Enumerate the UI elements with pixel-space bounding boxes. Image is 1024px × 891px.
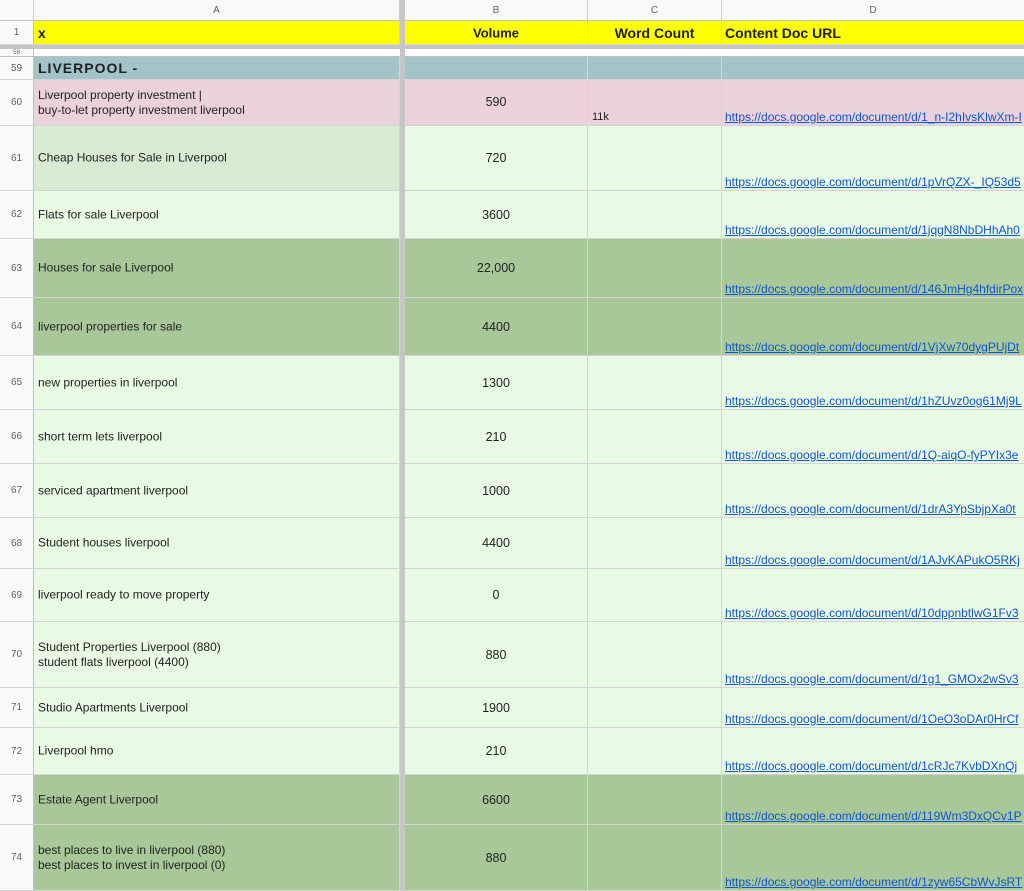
keyword-cell[interactable] [34, 191, 400, 238]
volume-value: 6600 [482, 792, 510, 807]
content-doc-link[interactable]: https://docs.google.com/document/d/1Q-aiqO-fyPYIx3e [725, 448, 1019, 462]
content-doc-link[interactable]: https://docs.google.com/document/d/146JmHg4hfdirPox [725, 282, 1024, 296]
keyword-text: new properties in liverpool [38, 375, 178, 389]
content-doc-url-cell[interactable] [722, 464, 1024, 517]
row-number[interactable]: 64 [0, 298, 34, 355]
content-doc-url-cell[interactable] [722, 569, 1024, 621]
row-number[interactable]: 58 [0, 49, 34, 56]
content-doc-link[interactable]: https://docs.google.com/document/d/119Wm3DxQCv1P [725, 809, 1022, 823]
content-doc-url-cell[interactable] [722, 825, 1024, 890]
word-count-cell[interactable] [588, 298, 722, 355]
keyword-text: short term lets liverpool [38, 429, 163, 443]
content-doc-url-cell[interactable] [722, 775, 1024, 824]
header-volume: Volume [473, 25, 519, 40]
word-count-cell[interactable] [588, 728, 722, 774]
volume-cell[interactable] [405, 410, 588, 463]
word-count-cell[interactable] [588, 775, 722, 824]
word-count-cell[interactable] [588, 688, 722, 727]
keyword-text: Cheap Houses for Sale in Liverpool [38, 150, 227, 165]
column-header-b[interactable]: B [405, 0, 588, 21]
keyword-cell[interactable] [34, 688, 400, 727]
volume-cell[interactable] [405, 126, 588, 190]
content-doc-link[interactable]: https://docs.google.com/document/d/1VjXw70dygPUjDt [725, 340, 1020, 354]
keyword-text: Student Properties Liverpool (880) student flats liverpool (4400) [38, 639, 221, 669]
volume-cell[interactable] [405, 191, 588, 238]
word-count-cell[interactable] [588, 622, 722, 687]
table-row [0, 622, 1024, 688]
header-x: x [38, 24, 46, 41]
volume-cell[interactable] [405, 518, 588, 568]
word-count-cell[interactable] [588, 825, 722, 890]
volume-cell[interactable] [405, 622, 588, 687]
content-doc-url-cell[interactable] [722, 80, 1024, 125]
volume-cell[interactable] [405, 569, 588, 621]
row-number[interactable]: 63 [0, 239, 34, 297]
content-doc-url-cell[interactable] [722, 239, 1024, 297]
row-number[interactable]: 73 [0, 775, 34, 824]
keyword-cell[interactable] [34, 464, 400, 517]
table-row [0, 80, 1024, 126]
row-number[interactable]: 61 [0, 126, 34, 190]
row-number[interactable]: 65 [0, 356, 34, 409]
collapsed-row [0, 49, 1024, 57]
volume-value: 4400 [482, 319, 510, 334]
table-row [0, 239, 1024, 298]
content-doc-link[interactable]: https://docs.google.com/document/d/1OeO3oDAr0HrCf [725, 712, 1019, 726]
volume-cell[interactable] [405, 728, 588, 774]
row-number[interactable]: 66 [0, 410, 34, 463]
table-row [0, 356, 1024, 410]
content-doc-url-cell[interactable] [722, 126, 1024, 190]
volume-value: 880 [485, 850, 507, 865]
volume-value: 590 [485, 95, 507, 109]
select-all-corner[interactable] [0, 0, 34, 21]
row-number[interactable]: 59 [0, 57, 34, 79]
volume-value: 880 [485, 647, 507, 662]
volume-value: 210 [485, 744, 507, 758]
keyword-text: Estate Agent Liverpool [38, 792, 159, 806]
cell-a59[interactable] [34, 57, 400, 79]
table-row [0, 191, 1024, 239]
content-doc-link[interactable]: https://docs.google.com/document/d/1jqgN8NbDHhAh0 [725, 223, 1020, 237]
content-doc-url-cell[interactable] [722, 688, 1024, 727]
keyword-cell[interactable] [34, 239, 400, 297]
keyword-cell[interactable] [34, 298, 400, 355]
volume-value: 4400 [482, 536, 510, 550]
table-row [0, 464, 1024, 518]
keyword-cell[interactable] [34, 410, 400, 463]
cell-c1[interactable] [588, 21, 722, 44]
volume-cell[interactable] [405, 464, 588, 517]
content-doc-link[interactable]: https://docs.google.com/document/d/1hZUvz0og61Mj9L [725, 394, 1022, 408]
frozen-column-divider[interactable] [400, 0, 405, 891]
column-header-c[interactable]: C [588, 0, 722, 21]
content-doc-url-cell[interactable] [722, 622, 1024, 687]
volume-cell[interactable] [405, 825, 588, 890]
word-count-cell[interactable] [588, 191, 722, 238]
keyword-text: Flats for sale Liverpool [38, 207, 159, 221]
keyword-text: serviced apartment liverpool [38, 483, 189, 497]
keyword-cell[interactable] [34, 518, 400, 568]
table-row [0, 518, 1024, 569]
keyword-text: liverpool ready to move property [38, 587, 210, 602]
word-count-cell[interactable] [588, 356, 722, 409]
keyword-cell[interactable] [34, 825, 400, 890]
content-doc-link[interactable]: https://docs.google.com/document/d/1drA3YpSbjpXa0t [725, 502, 1016, 516]
content-doc-link[interactable]: https://docs.google.com/document/d/10dppnbtlwG1Fv3 [725, 606, 1019, 620]
word-count-cell[interactable] [588, 464, 722, 517]
content-doc-url-cell[interactable] [722, 356, 1024, 409]
keyword-text: Liverpool hmo [38, 743, 114, 758]
word-count-value: 11k [592, 111, 609, 123]
content-doc-url-cell[interactable] [722, 518, 1024, 568]
row-number[interactable]: 67 [0, 464, 34, 517]
keyword-text: Houses for sale Liverpool [38, 260, 174, 275]
word-count-cell[interactable] [588, 569, 722, 621]
table-row [0, 298, 1024, 356]
keyword-text: best places to live in liverpool (880) best places to invest in liverpool (0) [38, 842, 226, 872]
row-number[interactable]: 60 [0, 80, 34, 125]
cell-b59[interactable] [405, 57, 588, 79]
volume-cell[interactable] [405, 80, 588, 125]
keyword-cell[interactable] [34, 126, 400, 190]
section-row [0, 57, 1024, 80]
column-header-bar [0, 0, 1024, 21]
content-doc-url-cell[interactable] [722, 410, 1024, 463]
word-count-cell[interactable] [588, 518, 722, 568]
column-header-d[interactable]: D [869, 5, 877, 16]
word-count-cell[interactable] [588, 239, 722, 297]
header-content-doc-url: Content Doc URL [725, 24, 841, 41]
volume-value: 3600 [482, 207, 510, 222]
content-doc-link[interactable]: https://docs.google.com/document/d/1cRJc7KvbDXnQj [725, 759, 1018, 773]
table-row [0, 775, 1024, 825]
cell-c59[interactable] [588, 57, 722, 79]
word-count-cell[interactable] [588, 410, 722, 463]
content-doc-url-cell[interactable] [722, 191, 1024, 238]
volume-value: 22,000 [476, 261, 516, 275]
keyword-text: Student houses liverpool [38, 535, 170, 550]
row-number[interactable]: 1 [0, 21, 34, 44]
keyword-cell[interactable] [34, 569, 400, 621]
volume-cell[interactable] [405, 298, 588, 355]
section-label: LIVERPOOL - [38, 60, 139, 76]
content-doc-link[interactable]: https://docs.google.com/document/d/1g1_GMOx2wSv3 [725, 672, 1019, 686]
keyword-text: Studio Apartments Liverpool [38, 700, 189, 714]
content-doc-link[interactable]: https://docs.google.com/document/d/1_n-I2hIvsKlwXm-I [725, 110, 1022, 124]
cell-b1[interactable] [405, 21, 588, 44]
word-count-cell[interactable] [588, 126, 722, 190]
volume-value: 720 [485, 151, 507, 165]
row-number[interactable]: 68 [0, 518, 34, 568]
row-number[interactable]: 70 [0, 622, 34, 687]
table-row [0, 410, 1024, 464]
content-doc-link[interactable]: https://docs.google.com/document/d/1zyw65CbWvJsRT [725, 875, 1023, 889]
table-row [0, 569, 1024, 622]
volume-cell[interactable] [405, 356, 588, 409]
keyword-cell[interactable] [34, 775, 400, 824]
volume-cell[interactable] [405, 775, 588, 824]
table-row [0, 126, 1024, 191]
volume-cell[interactable] [405, 688, 588, 727]
volume-value: 1900 [482, 700, 510, 715]
keyword-cell[interactable] [34, 728, 400, 774]
table-row [0, 728, 1024, 775]
content-doc-link[interactable]: https://docs.google.com/document/d/1AJvKAPukO5RKj [725, 553, 1020, 567]
content-doc-link[interactable]: https://docs.google.com/document/d/1pVrQZX-_IQ53d5 [725, 175, 1021, 189]
cell-a1[interactable] [34, 21, 400, 44]
cell-d59[interactable] [722, 57, 1024, 79]
row-number[interactable]: 62 [0, 191, 34, 238]
volume-value: 1000 [482, 483, 510, 498]
cell-d1[interactable] [722, 21, 1024, 44]
keyword-text: liverpool properties for sale [38, 319, 183, 333]
header-word-count: Word Count [614, 24, 695, 41]
table-row [0, 825, 1024, 891]
row-number[interactable]: 72 [0, 728, 34, 774]
row-number[interactable]: 71 [0, 688, 34, 727]
header-row [0, 21, 1024, 45]
keyword-cell[interactable] [34, 622, 400, 687]
column-header-a[interactable]: A [34, 0, 400, 21]
volume-cell[interactable] [405, 239, 588, 297]
keyword-text: Liverpool property investment | buy-to-let property investment liverpool [38, 88, 245, 117]
word-count-cell[interactable] [588, 80, 722, 125]
volume-value: 210 [485, 429, 507, 444]
frozen-row-divider[interactable] [0, 45, 1024, 49]
row-number[interactable]: 74 [0, 825, 34, 890]
row-number[interactable]: 69 [0, 569, 34, 621]
volume-value: 0 [492, 588, 500, 602]
keyword-cell[interactable] [34, 356, 400, 409]
volume-value: 1300 [482, 375, 510, 390]
content-doc-url-cell[interactable] [722, 728, 1024, 774]
content-doc-url-cell[interactable] [722, 298, 1024, 355]
keyword-cell[interactable] [34, 80, 400, 125]
table-row [0, 688, 1024, 728]
